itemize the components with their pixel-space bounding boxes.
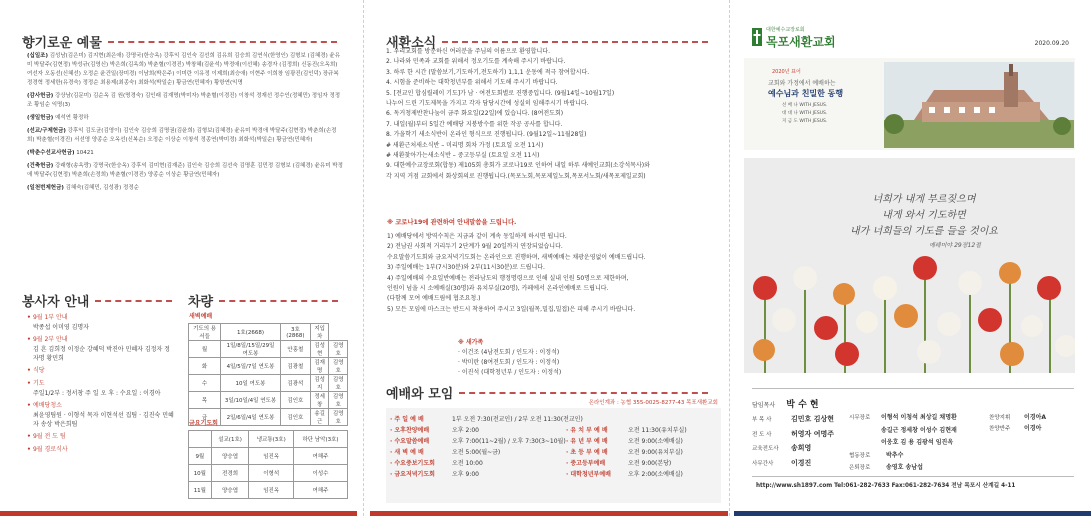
service-name: · 유 년 부 예 배 — [566, 438, 608, 445]
service-time: 오전 10:00 — [452, 460, 483, 467]
elders — [881, 412, 996, 450]
newfam-item: · 박미란 (8여전도회 / 인도자 : 이정석) — [458, 359, 560, 366]
newfam-item: · 이건조 (4남전도회 / 인도자 : 이정석) — [458, 349, 560, 356]
elder-line: 송길근 정세창 이성수 김현재 — [881, 426, 957, 434]
elder-role: 시무장로 — [849, 415, 871, 421]
service-name: · 수요중보기도회 — [390, 460, 435, 467]
covid-item: (다함께 모여 예배드림에 협조요청.) — [387, 295, 481, 303]
offering-names: 강후익 김도균(김영이) 김인숙 김승희 김명권(김윤희) 김형보(김혜경) 윤유미 박경애 박달주(김현정) 박춘희(손정희) 박춘혈(이경진) 서선영 양종순 오옥선(신복순) 오정순 이상순 이창석 정종연(박미정) 최화석(박일순) 황금연(민혜자) — [27, 128, 337, 143]
bullet-icon: • — [27, 446, 33, 453]
volunteer-head-text: 예배당청소 — [32, 402, 62, 409]
deacon-name: 이경아 — [1024, 425, 1042, 432]
worship-title: 예배와 모임 — [386, 387, 454, 402]
volunteer-head — [27, 312, 175, 323]
volunteer-item — [27, 431, 175, 442]
covid-item: 3) 주일예배는 1부(7시30분)와 2부(11시30분)로 드립니다. — [387, 264, 545, 272]
footer-contact: http://www.sh1897.com Tel:061-282-7633 Fax:061-282-7634 전남 목포시 산계길 4-11 — [756, 483, 1016, 489]
covid-title: ※ 코로나19에 관련하여 안내말씀을 드립니다. — [387, 219, 517, 226]
offering-label: (박춘수선교사헌금) — [27, 150, 75, 156]
news-item: 7. 내일(월)부터 5일간 예배당 지붕방수를 위한 작공 공사를 합니다. — [386, 120, 563, 128]
deacon-name: 이경아A — [1024, 414, 1047, 421]
volunteer-head — [27, 431, 175, 442]
service-name: · 수요말씀예배 — [390, 438, 430, 445]
volunteer-body: 박종섭 이미영 김명자 — [33, 324, 89, 331]
verse-line: 너희가 내게 부르짖으며 — [872, 194, 976, 205]
service-row — [390, 414, 590, 425]
offering-names: 김성남(김은미) 김지현(최은애) 강명국(한승옥) 강후익 김인숙 김선희 김유희 김승희 김연식(한영인) 김형보 (김혜경) 윤유미 박달주(김현정) 박성규(김영신) 박은희(김옥희) 박춘혈(이경진) 박창혜(김윤석) 박정애(이선혜) 송경자 (김정희) 신동진(오옥희) 여선자 오동선(신혜선) 오정순 윤건일(장미경) 이남희(박은주) 이미란 이유정 이제희(최승애) 이현주 이희창 임광진(김인덕) 장규복 정경혁 정세한(유경숙) 정정순 최용제(최종숙) 최화석(박일순) 황금연(민혜자) 황항연(익명 — [27, 53, 341, 86]
table-cell: 11월 — [189, 482, 212, 499]
bottom-bar — [0, 511, 357, 516]
service-name: · 주 일 예 배 — [390, 416, 424, 423]
table-header-row — [189, 431, 348, 448]
table-header-cell: 냉교통(3호) — [249, 431, 294, 448]
volunteer-head — [27, 444, 175, 455]
offering-item — [27, 149, 343, 158]
bullet-icon: • — [27, 367, 33, 374]
offering-item — [27, 52, 343, 88]
table-cell: 1일/8일/15일/29일 여도봉 — [221, 341, 281, 358]
service-row — [566, 436, 726, 447]
header-divider — [459, 392, 708, 394]
middle-panel — [370, 0, 728, 516]
table-cell: 3일/10일/4일 연도봉 — [221, 392, 281, 409]
table-cell: 김광석 — [280, 375, 310, 392]
volunteer-head — [27, 400, 175, 411]
roses-image — [744, 250, 1075, 373]
staff-names — [791, 412, 851, 470]
staff-roles — [752, 413, 788, 471]
table-cell: 9월 — [189, 448, 212, 465]
service-name: · 대학청년부예배 — [566, 471, 611, 478]
news-item: # 새환찾아가는새소식반 – 중고등부실 (토요일 오전 11시) — [386, 152, 540, 160]
newfam-title: ※ 새가족 — [458, 339, 484, 346]
online-account: 온라인계좌 : 농협 355-0025-8277-43 목포새환교회 — [588, 400, 718, 406]
volunteer-head — [27, 365, 175, 376]
service-time: 오전 5:00(월~금) — [452, 449, 501, 456]
offerings-header — [22, 32, 337, 51]
staff-role: 전 도 사 — [752, 431, 772, 438]
table-cell: 김광철 — [280, 358, 310, 375]
table-cell: 이형석 — [249, 465, 294, 482]
bullet-icon: • — [27, 380, 33, 387]
volunteer-head-text: 9월 2부 안내 — [32, 336, 68, 343]
service-row — [390, 425, 590, 436]
deacon-names — [1024, 412, 1046, 434]
right-panel — [734, 0, 1091, 516]
table-cell: 안홍철 — [280, 341, 310, 358]
table-row — [189, 465, 348, 482]
table-cell: 임진옥 — [249, 448, 294, 465]
service-row — [390, 469, 590, 480]
offering-item — [27, 92, 343, 110]
volunteer-item — [27, 312, 175, 332]
table-cell: 여해주 — [294, 482, 348, 499]
deacon-role: 찬양지휘 — [989, 415, 1011, 421]
service-time: 오후 9:00 — [452, 471, 479, 478]
bullet-icon: • — [27, 433, 33, 440]
staff-name: 허영자 여명주 — [791, 429, 835, 438]
table-cell: 김영호 — [329, 375, 348, 392]
table-cell: 여해주 — [294, 448, 348, 465]
table-cell: 김영호 — [329, 341, 348, 358]
service-name: · 오후찬양예배 — [390, 427, 430, 434]
verse-ref: 예레미야 29장12절 — [929, 242, 981, 249]
bottom-bar — [734, 511, 1091, 516]
offering-label: (건축헌금) — [27, 163, 54, 169]
motto-small-line: 대 대 나 WITH JESUS. — [782, 111, 828, 116]
covid-item: 4) 주일예배의 수요일반예배는 전라남도의 행정명령으로 인해 실내 인원 50명으로 제한하며, — [387, 274, 629, 282]
table-cell: 김영호 — [329, 409, 348, 426]
table-header-cell: 하단 남악(3호) — [294, 431, 348, 448]
news-item: 4. 시험을 준비하는 대학청년부를 위해서 기도해 주시기 바랍니다. — [386, 79, 558, 87]
news-item: # 새환근처새소식반 – 미리명 회차 가정 (토요일 오전 11시) — [386, 141, 544, 149]
car-table — [188, 323, 348, 426]
table-cell: 김영호 — [329, 358, 348, 375]
volunteer-item — [27, 400, 175, 429]
services-right — [566, 425, 726, 480]
table-cell: 4일/5일/7일 연도봉 — [221, 358, 281, 375]
pastor-name: 박 수 현 — [786, 400, 819, 410]
offering-names: 예석연 황정하 — [53, 115, 89, 121]
table-header-cell: 1호(2668) — [221, 324, 281, 341]
service-name: · 중고등부예배 — [566, 460, 606, 467]
church-logo — [752, 28, 762, 46]
offering-names: 김혜숙(김혜민, 김성광) 정정순 — [63, 185, 139, 191]
news-title: 새환소식 — [386, 36, 437, 51]
table-cell: 김성지 — [310, 375, 329, 392]
news-item: 3. 하루 한 시간 (말씀보기,기도하기,전도하기) 1,1,1 운동에 적극 참여합시다. — [386, 68, 590, 76]
service-row — [390, 458, 590, 469]
retired-names: 송영호 송남섭 — [886, 464, 923, 471]
staff-name: 이경진 — [791, 458, 812, 467]
table-cell: 김영호 — [329, 392, 348, 409]
offerings-list — [27, 52, 343, 197]
church-name: 목포새환교회 — [766, 35, 836, 49]
table-cell: 김인호 — [280, 392, 310, 409]
service-time: 오후 2:00(소예배실) — [628, 471, 683, 478]
covid-item: 2) 전남권 사회적 거리두기 2단계가 9월 20일까지 연장되었습니다. — [387, 243, 563, 251]
table-cell: 10일 여도봉 — [221, 375, 281, 392]
bullet-icon: • — [27, 314, 33, 321]
service-name: · 금요저녁기도회 — [390, 471, 435, 478]
elder-line: 이웅호 김 용 김광석 임진옥 — [881, 439, 954, 446]
news-item: 8. 가을학기 새소식반이 온라인 형식으로 진행됩니다. (9월12일~11월28일) — [386, 131, 587, 139]
car-title: 차량 — [188, 295, 214, 310]
verse-line: 내가 너희들의 기도를 들을 것이요 — [850, 226, 998, 237]
footer-divider — [752, 476, 1074, 477]
volunteer-head-text: 9월 경로식사 — [32, 446, 68, 453]
service-time: 오전 11:30(유치부실) — [628, 427, 687, 434]
table-cell: 임진옥 — [249, 482, 294, 499]
table-cell: 월 — [189, 341, 221, 358]
offering-item — [27, 162, 343, 180]
verse-text — [804, 192, 1044, 240]
church-sub: 대한예수교장로회 — [766, 27, 805, 33]
volunteer-body: 김 흔 김희정 이정순 강혜덕 박진아 민혜자 김정자 정자명 황민희 — [33, 346, 170, 362]
header-divider — [108, 41, 337, 43]
table-cell: 수 — [189, 375, 221, 392]
offering-label: (감사헌금) — [27, 93, 54, 99]
deacon-roles — [989, 413, 1010, 435]
offering-label: (생일헌금) — [27, 115, 54, 121]
volunteer-head — [27, 378, 175, 389]
fold-line — [363, 0, 364, 516]
motto-line2: 예수님과 친밀한 동행 — [768, 88, 844, 98]
volunteer-body: 주일1/2부 : 정서창 주 일 오 후 : 수요일 : 이경아 — [33, 390, 161, 397]
covid-item: 1) 예배당에서 방역수칙은 지금과 같이 계속 동일하게 하시면 됩니다. — [387, 233, 567, 240]
service-row — [566, 458, 726, 469]
elder-line: 이형석 이청석 최상길 채명환 — [881, 414, 957, 421]
cooperative-name: 박추수 — [886, 452, 904, 459]
news-item: 각 지역 거점 교회에서 화상회의로 진행됩니다.(목포노회,목포제일노회,목포서노회/새목포제일교회) — [386, 172, 646, 180]
table-cell: 정세창 — [310, 392, 329, 409]
table-cell: 2일/6일/4일 연도봉 — [221, 409, 281, 426]
covid-item: 수요말씀기도회와 금요저녁기도회는 온라인으로 진행하며, 새벽예배는 채광운영없이 예배드립니다. — [387, 253, 646, 261]
header-divider — [219, 300, 338, 302]
table-cell: 전경희 — [211, 465, 249, 482]
staff-name: 김민호 김상현 — [791, 415, 835, 423]
table-row — [189, 482, 348, 499]
header-divider — [442, 41, 708, 43]
news-item: 5. [전교인 합심릴레이 기도]가 남 · 여전도회별로 진행중입니다. (9월14일~10월17일) — [386, 89, 615, 97]
table-cell: 목 — [189, 392, 221, 409]
newfam-item: · 이진석 (대학청년부 / 인도자 : 이정석) — [458, 369, 562, 376]
offering-label: (선교/구제헌금) — [27, 128, 66, 134]
table-cell: 김재명 — [310, 358, 329, 375]
table-cell: 10월 — [189, 465, 212, 482]
volunteer-item — [27, 378, 175, 398]
offering-item — [27, 114, 343, 123]
volunteer-item — [27, 365, 175, 376]
table-header-cell: 지입차 — [310, 324, 329, 341]
offering-label: (일천번제헌금) — [27, 185, 64, 191]
table-row — [189, 375, 348, 392]
offering-names: 강상남(김문미) 김순옥 김 원(명경숙) 김인래 김재명(박미자) 박춘혈(이경진) 이창석 정재선 정수인(정혜민) 정임자 정정조 황임순 익명(3) — [27, 93, 341, 108]
prayer-title: 금요기도회 — [189, 420, 218, 427]
church-building-image — [884, 62, 1074, 148]
motto-year: 2020년 표어 — [772, 69, 801, 75]
deacon-role: 찬양반주 — [989, 426, 1011, 432]
table-header-cell: 3호(2868) — [280, 324, 310, 341]
table-cell: 양승엽 — [211, 482, 249, 499]
volunteer-header — [22, 291, 172, 310]
news-list — [386, 47, 716, 182]
service-row — [566, 469, 726, 480]
retired-role: 은퇴장로 — [849, 465, 871, 471]
table-header-cell — [189, 431, 212, 448]
service-time: 오전 9:00(본당) — [628, 460, 672, 467]
volunteer-body: 최윤영팀원 · 이형석 목자 이현석선 집팀 · 김진숙 민혜자 송상 박은희팀 — [33, 412, 174, 428]
motto-small-line: 선 배 나 WITH JESUS. — [782, 103, 828, 108]
table-cell: 송길근 — [310, 409, 329, 426]
covid-item: 5) 모든 모임에 마스크는 반드시 착용하여 주시고 3일(월목,밀집,밀접)은 피해 주시기 바랍니다. — [387, 305, 636, 313]
volunteer-head-text: 기도 — [32, 380, 45, 387]
header-divider — [95, 300, 172, 302]
offering-item — [27, 127, 343, 145]
table-header-row — [189, 324, 348, 341]
table-cell: 김성현 — [310, 341, 329, 358]
table-cell: 이성수 — [294, 465, 348, 482]
service-row — [566, 425, 726, 436]
motto-small — [782, 102, 827, 126]
fold-line — [729, 0, 730, 516]
cooperative-role: 협동장로 — [849, 453, 871, 459]
news-item: 2. 나라와 민족과 교회를 위해서 정오기도를 계속해 주시기 바랍니다. — [386, 58, 566, 66]
news-item: 나누어 드린 기도제목을 가지고 각자 담당시간에 성실히 임해주시기 바랍니다. — [386, 100, 589, 108]
service-time: 오후 7:00(11~2월) / 오후 7:30(3~10월) — [452, 438, 566, 445]
volunteer-head — [27, 334, 175, 345]
verse-line: 내게 와서 기도하면 — [882, 210, 966, 221]
news-item: 6. 독거청제반찬나눔이 금주 화요일(22일)에 있습니다. (8여전도회) — [386, 110, 564, 118]
offering-item — [27, 184, 343, 193]
volunteer-head-text: 9월 전 도 팀 — [32, 433, 66, 440]
staff-role: 교육전도사 — [752, 446, 779, 452]
service-name: · 유 치 부 예 배 — [566, 427, 608, 434]
table-header-cell: 기도의 용서들 — [189, 324, 221, 341]
covid-item: 인원이 넘을 시 소예배실(30명)과 유치부실(20명), 카페에서 온라인예배로 드립니다. — [387, 285, 609, 293]
car-header — [188, 291, 338, 310]
motto-line1: 교회와 가정에서 예배하는 — [768, 80, 836, 87]
service-time: 오후 2:00 — [452, 427, 479, 434]
motto-small-line: 지 금 도 WITH JESUS. — [782, 119, 828, 124]
table-cell: 금 — [189, 409, 221, 426]
volunteer-item — [27, 334, 175, 363]
bottom-bar — [370, 511, 728, 516]
verse-banner — [744, 158, 1075, 373]
offering-label: (십일조) — [27, 53, 48, 59]
left-panel — [0, 0, 357, 516]
covid-list — [387, 232, 717, 315]
bulletin-date: 2020.09.20 — [1034, 40, 1069, 47]
volunteer-head-text: 9월 1부 안내 — [32, 314, 68, 321]
news-item: 1. 우리교회를 방문하신 여러분을 주님의 이름으로 환영합니다. — [386, 48, 550, 55]
motto-banner — [744, 58, 1075, 150]
offering-names: 강래형(송옥랑) 강명국(한승옥) 강후익 김미현(김재준) 김인숙 김승희 김선숙 김명훈 김민정 김형보 (김혜경) 윤유미 박정애 박달주(김현정) 박춘희(손정희) 박춘혈(이경진) 양종순 이상순 황금연(민혜자) — [27, 163, 343, 178]
service-time: 1부 오전 7:30(전교인) / 2부 오전 11:30(전교인) — [452, 416, 583, 423]
service-time: 오전 9:00(소예배실) — [628, 438, 683, 445]
service-row — [390, 436, 590, 447]
volunteer-title: 봉사자 안내 — [22, 295, 90, 310]
service-row — [390, 447, 590, 458]
services-left — [390, 414, 590, 480]
table-row — [189, 392, 348, 409]
news-item: 9. 대한예수교장로회(합동) 제105회 총회가 코로나19로 인하여 내일 하루 새예인교회(소강석목사)와 — [386, 162, 650, 170]
table-row — [189, 358, 348, 375]
service-name: · 초 등 부 예 배 — [566, 449, 608, 456]
table-row — [189, 448, 348, 465]
pastor-label: 담임목사 — [752, 402, 776, 409]
cross-icon — [752, 28, 762, 46]
staff-role: 사무간사 — [752, 460, 774, 467]
bullet-icon: • — [27, 402, 33, 409]
volunteer-list — [27, 312, 175, 457]
table-cell: 화 — [189, 358, 221, 375]
bullet-icon: • — [27, 336, 33, 343]
volunteer-head-text: 식당 — [32, 367, 45, 374]
car-service-title: 새벽예배 — [189, 313, 213, 320]
table-cell: 양승엽 — [211, 448, 249, 465]
staff-role: 부 목 사 — [752, 417, 772, 423]
service-time: 오전 9:00(유치부실) — [628, 449, 683, 456]
newfam-list — [458, 348, 658, 378]
table-header-cell: 설교(1호) — [211, 431, 249, 448]
service-row — [566, 447, 726, 458]
table-row — [189, 341, 348, 358]
prayer-table — [188, 430, 348, 499]
service-name: · 새 벽 예 배 — [390, 449, 424, 456]
volunteer-item — [27, 444, 175, 455]
offerings-title: 향기로운 예물 — [22, 36, 102, 51]
staff-name: 송희영 — [791, 444, 812, 452]
offering-names: 10421 — [74, 150, 94, 156]
table-cell: 김인호 — [280, 409, 310, 426]
pastor-row — [752, 388, 1074, 411]
